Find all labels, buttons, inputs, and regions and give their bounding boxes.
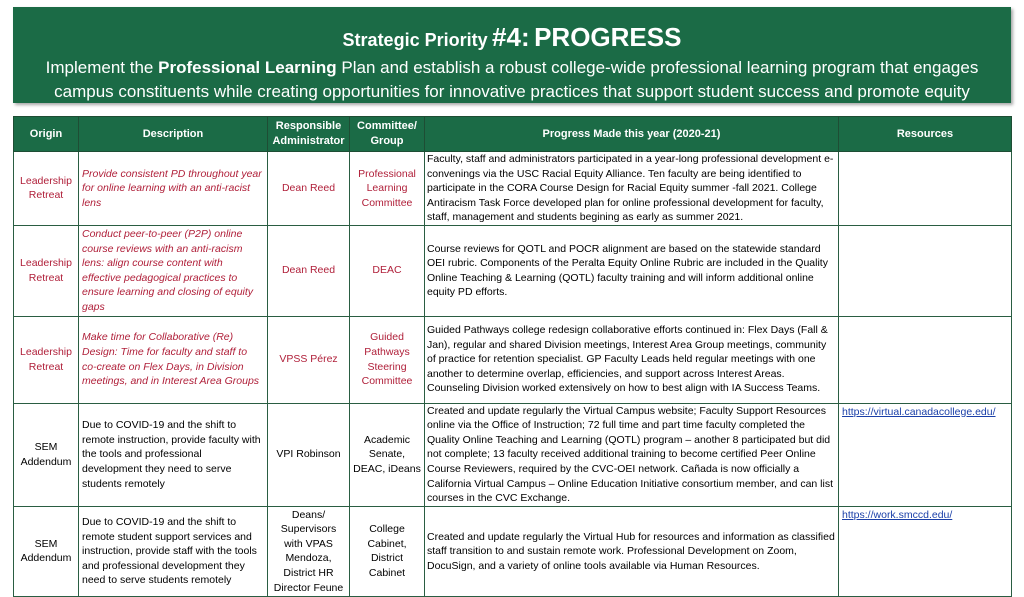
row-origin: Leadership Retreat [14,225,79,316]
table-row [14,152,1012,226]
header-progress: Progress Made this year (2020-21) [425,117,839,152]
row-committee: Guided Pathways Steering Committee [350,316,425,403]
row-administrator: VPSS Pérez [268,316,350,403]
row-origin: SEM Addendum [14,506,79,597]
header-administrator: Responsible Administrator [268,117,350,152]
table-header-row [14,117,1012,152]
row-description: Conduct peer-to-peer (P2P) online course reviews with an anti-racism lens: align course content with effective pedagogical practices to ensure learning and closing of equity gaps [79,225,268,316]
row-administrator: Dean Reed [268,152,350,226]
page-title [13,22,1011,54]
subtitle-part1: Implement the [45,58,159,77]
row-committee: College Cabinet, District Cabinet [350,506,425,597]
title-number: #4: [492,22,530,52]
page-subtitle [13,56,1011,104]
row-resources [839,152,1012,226]
subtitle-bold: Professional Learning [158,58,337,77]
resource-link[interactable]: https://virtual.canadacollege.edu/ [842,405,996,418]
row-progress: Created and update regularly the Virtual Hub for resources and information as classified staff transition to and sustain remote work. Professional Development on Zoom, DocuSign, and a variety of online tools available via Human Resources. [425,506,839,597]
row-origin: Leadership Retreat [14,152,79,226]
row-description: Provide consistent PD throughout year for online learning with an anti-racist lens [79,152,268,226]
row-resources [839,316,1012,403]
row-committee: Academic Senate, DEAC, iDeans [350,403,425,506]
row-description: Due to COVID-19 and the shift to remote student support services and instruction, provide staff with the tools and professional development they need to serve students remotely [79,506,268,597]
table-row [14,403,1012,506]
row-origin: SEM Addendum [14,403,79,506]
row-administrator: VPI Robinson [268,403,350,506]
header-resources: Resources [839,117,1012,152]
row-progress: Created and update regularly the Virtual Campus website; Faculty Support Resources online via the Office of Instruction; 72 full time and part time faculty completed the Quality Online Teaching and Learning (QOTL) program – another 8 participated but did not complete; 13 faculty received additional training to become certified Peer Online Course Reviewers, required by the CVC-OEI network. Cañada is now officially a California Virtual Campus – Online Education Initiative consortium member, and can list courses in the CVC Exchange. [425,403,839,506]
title-prefix: Strategic Priority [342,30,488,50]
row-progress: Guided Pathways college redesign collaborative efforts continued in: Flex Days (Fall & Jan), regular and shared Division meetings, Interest Area Group meetings, community of practice for retention specialist. GP Faculty Leads held regular meetings with one another to determine overlap, efficiencies, and support across Interest Areas. Counseling Division worked extensively on how to best align with IA Success Teams. [425,316,839,403]
header-origin: Origin [14,117,79,152]
row-committee: Professional Learning Committee [350,152,425,226]
row-resources [839,506,1012,597]
row-resources [839,403,1012,506]
title-name: PROGRESS [534,22,682,52]
header-committee: Committee/ Group [350,117,425,152]
row-administrator: Deans/ Supervisors with VPAS Mendoza, District HR Director Feune [268,506,350,597]
resource-link[interactable]: https://work.smccd.edu/ [842,508,953,521]
header-banner [13,7,1011,103]
row-origin: Leadership Retreat [14,316,79,403]
row-progress: Faculty, staff and administrators participated in a year-long professional development e-convenings via the USC Racial Equity Alliance. Ten faculty are being identified to participate in the CORA Course Design for Racial Equity summer -fall 2021. College Antiracism Task Force developed plan for online professional development for faculty, staff, management and students begining as early as summer 2021. [425,152,839,226]
row-description: Make time for Collaborative (Re) Design: Time for faculty and staff to co-create on Flex Days, in Division meetings, and in Interest Area Groups [79,316,268,403]
row-administrator: Dean Reed [268,225,350,316]
table-row [14,506,1012,597]
row-committee: DEAC [350,225,425,316]
header-description: Description [79,117,268,152]
progress-table [13,116,1012,597]
table-row [14,316,1012,403]
row-resources [839,225,1012,316]
table-row [14,225,1012,316]
row-progress: Course reviews for QOTL and POCR alignment are based on the statewide standard OEI rubric. Components of the Peralta Equity Online Rubric are included in the Quality Online Teaching & Learning (QOTL) faculty training and will inform additional online equity PD efforts. [425,225,839,316]
row-description: Due to COVID-19 and the shift to remote instruction, provide faculty with the tools and professional development they need to serve students remotely [79,403,268,506]
subtitle-part2: Plan and establish a robust college-wide professional learning program that engages campus constituents while creating opportunities for innovative practices that support student success and promote equity [54,58,979,101]
